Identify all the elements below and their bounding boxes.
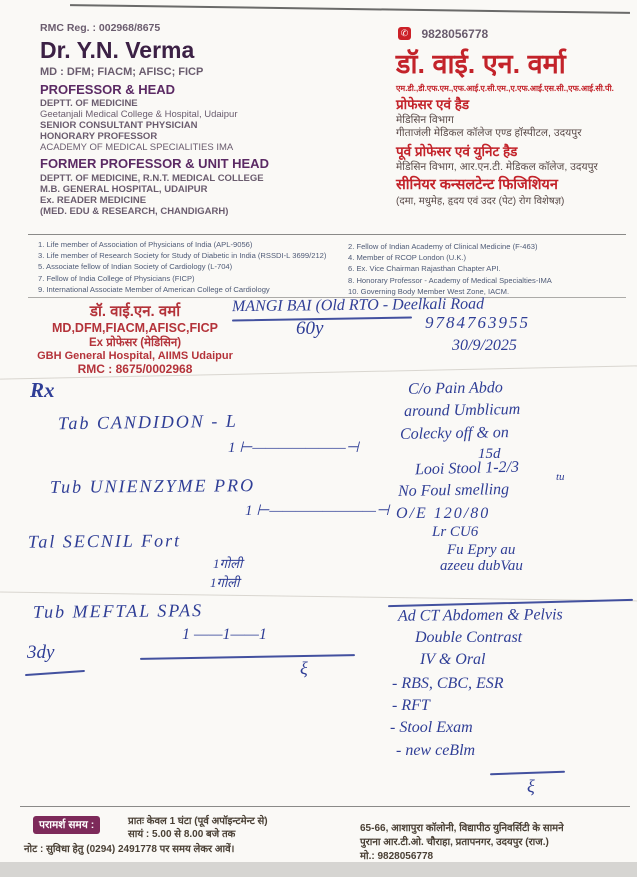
stamp-degrees: MD,DFM,FIACM,AFISC,FICP: [52, 321, 218, 335]
scan-edge: [70, 4, 630, 14]
phone-number-top: 9828056778: [421, 27, 489, 41]
rx-symbol: Rx: [30, 378, 55, 402]
consult-time-morning: प्रातः केवल 1 घंटा (पूर्व अपॉइन्टमेन्ट से): [128, 816, 268, 827]
duration: 3dy: [27, 642, 55, 663]
duration-underline: [25, 670, 85, 676]
rmc-reg-number: RMC Reg. : 002968/8675: [40, 22, 161, 34]
clinic-address-line2: पुराना आर.टी.ओ. चौराहा, प्रतापनगर, उदयपुर (राज.): [360, 837, 549, 848]
paper-crease: [0, 592, 637, 602]
divider-top: [28, 234, 626, 235]
role2-line: M.B. GENERAL HOSPITAL, UDAIPUR: [40, 184, 208, 195]
clinic-mobile: मो.: 9828056778: [360, 851, 434, 862]
clinical-note: No Foul smelling: [397, 481, 510, 500]
phone-row: [398, 25, 488, 43]
role1-line-hi: गीताजंली मेडिकल कॉलेज एण्ड हॉस्पीटल, उदयपुर: [396, 127, 582, 139]
patient-age: 60y: [296, 318, 324, 339]
credential-item: 10. Governing Body Member West Zone, IACM.: [348, 286, 510, 296]
role1-title-en: PROFESSOR & HEAD: [40, 82, 176, 97]
role2-line: (MED. EDU & RESEARCH, CHANDIGARH): [40, 206, 229, 217]
medication-dose: 1 ⊢———————⊣: [228, 440, 359, 456]
scan-background: [0, 862, 637, 877]
clinical-note: around Umblicum: [403, 400, 521, 421]
squiggle-mark: ξ: [527, 776, 535, 796]
advice-item: - RBS, CBC, ESR: [392, 675, 504, 692]
role1-line: ACADEMY OF MEDICAL SPECIALITIES IMA: [40, 142, 234, 153]
role1-line: HONORARY PROFESSOR: [40, 131, 158, 142]
consult-time-badge: परामर्श समय :: [33, 816, 100, 834]
advice-item: - new ceBlm: [396, 742, 476, 759]
role1-line: SENIOR CONSULTANT PHYSICIAN: [40, 120, 198, 131]
doctor-degrees-hi: एम.डी.,डी.एफ.एम.,एफ.आई.ए.सी.एम.,ए.एफ.आई.एस.सी.,एफ.आई.सी.पी.: [396, 84, 614, 93]
role1-line: Geetanjali Medical College & Hospital, Udaipur: [40, 109, 238, 120]
role1-title-hi: प्रोफेसर एवं हैड: [396, 97, 470, 112]
clinic-address-line1: 65-66, आशापुरा कॉलोनी, विद्यापीठ युनिवर्सिटी के सामने: [360, 823, 564, 834]
advice-item: Double Contrast: [415, 629, 523, 646]
doctor-degrees-en: MD : DFM; FIACM; AFISC; FICP: [40, 66, 204, 78]
clinical-note: C/o Pain Abdo: [407, 379, 503, 398]
patient-phone: 9784763955: [425, 313, 530, 332]
credential-item: 6. Ex. Vice Chairman Rajasthan Chapter API.: [348, 264, 501, 274]
role2-line: DEPTT. OF MEDICINE, R.N.T. MEDICAL COLLEGE: [40, 173, 264, 184]
advice-item: IV & Oral: [420, 651, 486, 668]
rx-separator-stroke: [140, 654, 355, 660]
advice-item: - RFT: [392, 697, 430, 714]
credential-item: 5. Associate fellow of Indian Society of Cardiology (L-704): [38, 262, 233, 272]
squiggle-mark: ξ: [300, 658, 308, 678]
footer-divider: [20, 806, 630, 807]
clinical-note: Lr CU6: [432, 524, 479, 540]
role2-title-hi: पूर्व प्रोफेसर एवं युनिट हैड: [396, 144, 518, 159]
stamp-rmc: RMC : 8675/0002968: [77, 362, 193, 376]
credential-item: 2. Fellow of Indian Academy of Clinical Medicine (F-463): [348, 242, 538, 251]
credential-item: 8. Honorary Professor - Academy of Medical Specialties-IMA: [348, 275, 552, 285]
clinical-note: Fu Epry au: [447, 542, 516, 558]
credentials-left: [38, 239, 338, 295]
consult-time-evening: सायं : 5.00 से 8.00 बजे तक: [128, 829, 236, 840]
credential-item: 9. International Associate Member of American College of Cardiology: [38, 284, 270, 294]
clinical-note: azeeu dubVau: [440, 558, 523, 574]
advice-end-stroke: [490, 771, 565, 776]
credential-item: 1. Life member of Association of Physicians of India (APL-9056): [38, 240, 253, 249]
note-superscript: tu: [556, 471, 565, 483]
medication-name: Tab CANDIDON - L: [57, 410, 238, 434]
credential-item: 3. Life member of Research Society for Study of Diabetic in India (RSSDI-L 3699/212): [38, 251, 327, 261]
medication-dose: 1 ⊢————————⊣: [245, 503, 390, 519]
doctor-stamp: [30, 301, 240, 376]
visit-date: 30/9/2025: [452, 337, 517, 354]
role2-title-en: FORMER PROFESSOR & UNIT HEAD: [40, 156, 269, 171]
role1-line: DEPTT. OF MEDICINE: [40, 98, 138, 109]
clinical-note: Looi Stool 1-2/3: [414, 458, 520, 479]
doctor-name-hi: डॉ. वाई. एन. वर्मा: [396, 49, 566, 79]
medication-name: Tal SECNIL Fort: [27, 530, 182, 552]
stamp-hospital: GBH General Hospital, AIIMS Udaipur: [37, 350, 233, 362]
clinical-note: 15d: [478, 446, 501, 462]
credentials-right: [348, 241, 628, 297]
medication-name: Tub UNIENZYME PRO: [49, 475, 256, 497]
credential-item: 4. Member of RCOP London (U.K.): [348, 253, 467, 263]
medication-dose: 1 ——1——1: [182, 626, 267, 643]
role3-sub-hi: (दमा, मधुमेह, हृदय एवं उदर (पेट) रोग विशेषज्ञ): [396, 196, 565, 207]
credential-item: 7. Fellow of India College of Physicians (FICP): [38, 273, 195, 283]
medication-name: Tub MEFTAL SPAS: [32, 600, 204, 622]
role1-line-hi: मेडिसिन विभाग: [396, 114, 454, 126]
medication-dose: 1गोली: [210, 575, 240, 590]
advice-item: Ad CT Abdomen & Pelvis: [397, 606, 563, 625]
stamp-role: Ex प्रोफेसर (मेडिसिन): [88, 337, 182, 349]
bp-reading: O/E 120/80: [396, 505, 491, 522]
advice-item: - Stool Exam: [390, 719, 473, 736]
role2-line: Ex. READER MEDICINE: [40, 195, 147, 206]
phone-icon: ✆: [398, 27, 411, 40]
stamp-name: डॉ. वाई.एन. वर्मा: [89, 303, 181, 320]
role2-line-hi: मेडिसिन विभाग, आर.एन.टी. मेडिकल कॉलेज, उदयपुर: [396, 161, 598, 173]
clinical-note: Colecky off & on: [399, 424, 509, 443]
role3-title-hi: सीनियर कन्सलटेन्ट फिजिशियन: [396, 177, 558, 193]
patient-name: MANGI BAI (Old RTO - Deelkali Road: [231, 295, 485, 316]
appointment-note: नोट : सुविधा हेतु (0294) 2491778 पर समय लेकर आवें।: [24, 844, 235, 855]
medication-dose: 1गोली: [213, 556, 243, 571]
doctor-name-en: Dr. Y.N. Verma: [40, 37, 195, 63]
